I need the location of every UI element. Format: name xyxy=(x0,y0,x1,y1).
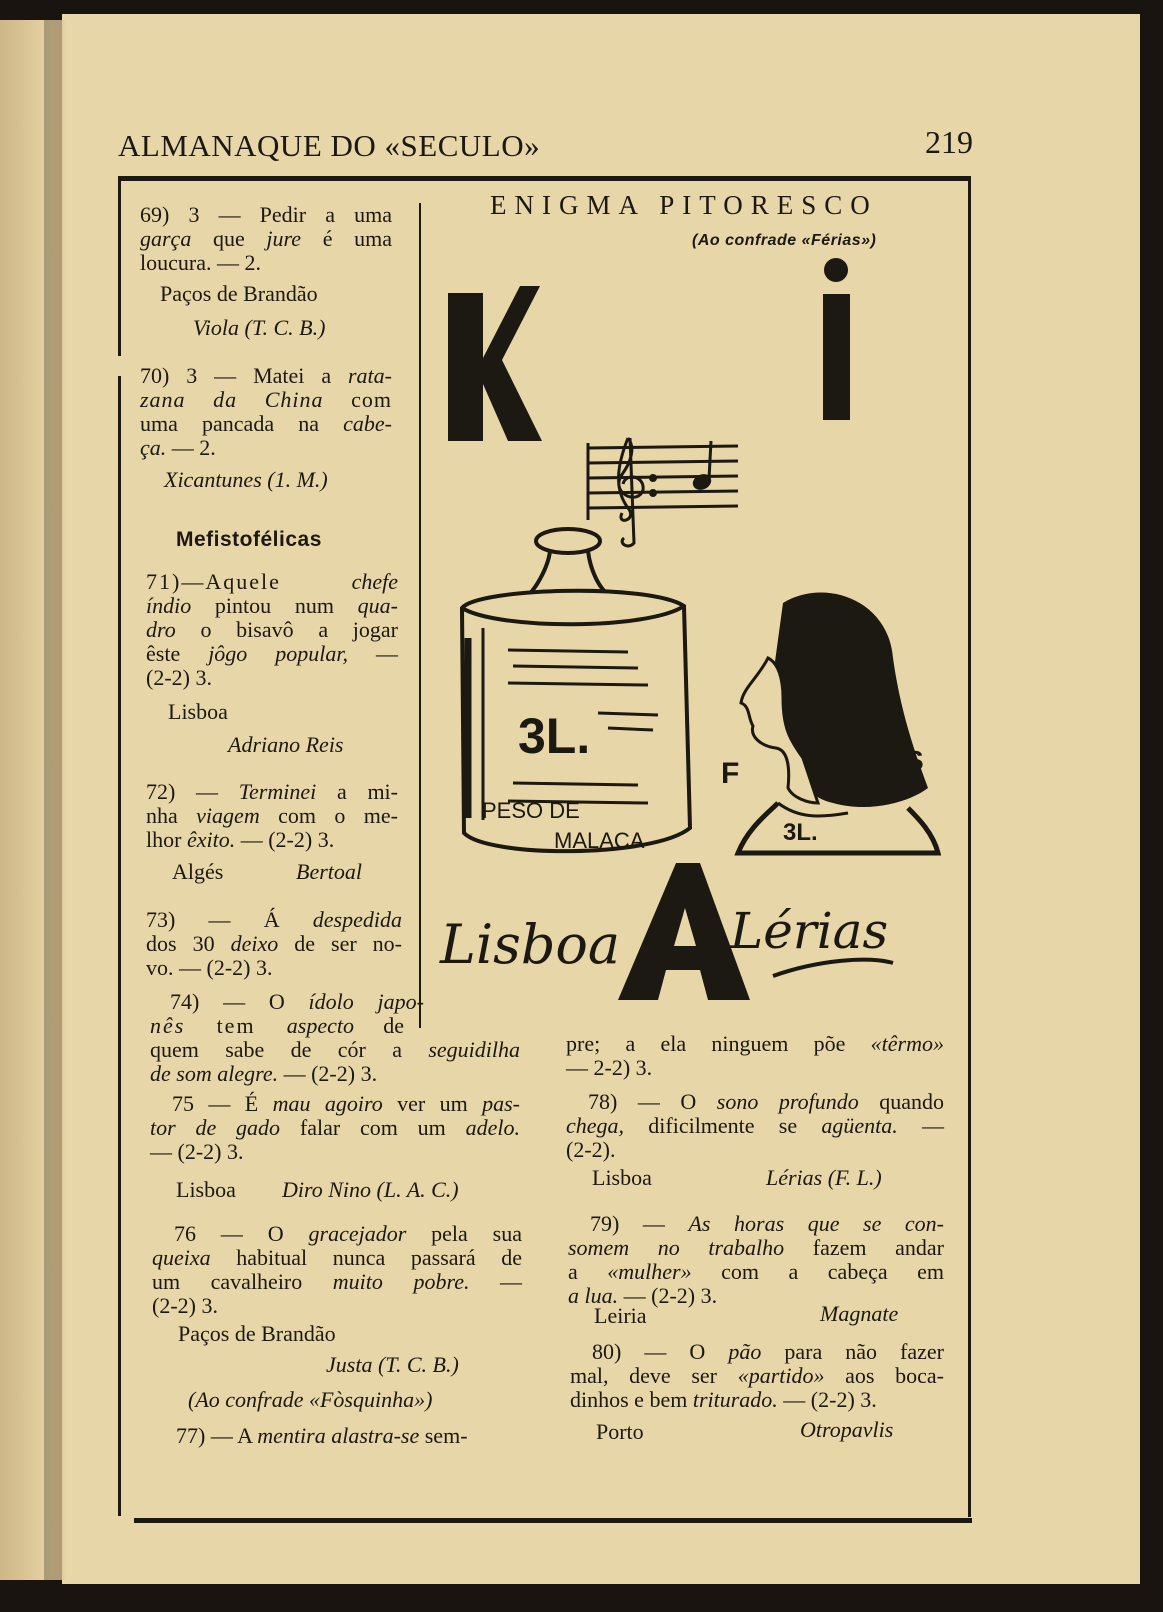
keyword: pão xyxy=(728,1339,762,1364)
letter-k-glyph xyxy=(448,286,542,441)
text: 75 — É xyxy=(172,1091,273,1116)
keyword: chefe xyxy=(351,569,398,594)
keyword: Terminei xyxy=(238,779,317,804)
weight-icon xyxy=(462,529,690,853)
text: de xyxy=(354,1013,404,1038)
keyword: pas- xyxy=(482,1091,521,1116)
text: pintou num xyxy=(191,593,358,618)
text: 69) 3 — Pedir a uma xyxy=(140,202,392,227)
keyword: índio xyxy=(146,593,192,618)
charade-70 xyxy=(140,364,392,460)
enigma-illustration xyxy=(438,258,958,1038)
keyword: viagem xyxy=(196,803,260,828)
keyword: queixa xyxy=(152,1245,211,1270)
header-title: ALMANAQUE DO «SECULO» xyxy=(118,128,541,163)
text: a mi- xyxy=(316,779,398,804)
charade-75-place: Lisboa xyxy=(176,1177,236,1202)
author-name: Diro Nino (L. A. C.) xyxy=(282,1177,459,1202)
frame-left-rule xyxy=(118,181,121,356)
text: uma pancada na xyxy=(140,411,344,436)
running-header xyxy=(118,124,973,168)
text: que xyxy=(191,226,267,251)
text: quando xyxy=(858,1089,945,1114)
text: é uma xyxy=(301,226,392,251)
text: 77) — A xyxy=(176,1423,258,1448)
section-subtitle: Mefistofélicas xyxy=(176,528,322,551)
charade-79-author xyxy=(820,1302,898,1326)
keyword: jôgo popular, xyxy=(208,641,349,666)
text: habitual nunca passará de xyxy=(210,1245,522,1270)
enigma-dedication: (Ao confrade «Férias») xyxy=(692,232,877,249)
text: pela sua xyxy=(406,1221,522,1246)
keyword: «mulher» xyxy=(607,1259,692,1284)
charade-78 xyxy=(566,1090,944,1162)
frame-left-rule-lower xyxy=(118,376,121,1516)
weight-label-peso-de: PESO DE xyxy=(482,798,580,823)
author-name: Xicantunes (1. M.) xyxy=(164,467,328,492)
charade-69-place: Paços de Brandão xyxy=(160,281,318,306)
script-word-lerias: Lérias xyxy=(730,902,889,960)
keyword: a lua. xyxy=(568,1283,619,1308)
charade-76-place: Paços de Brandão xyxy=(178,1321,336,1346)
dedication: (Ao confrade «Fòsquinha») xyxy=(188,1387,433,1412)
text: nha xyxy=(146,803,197,828)
charade-77-end xyxy=(566,1032,944,1080)
keyword: muito pobre. xyxy=(332,1269,470,1294)
text: para não fazer xyxy=(761,1339,944,1364)
frame-bottom-rule xyxy=(134,1518,972,1523)
keyword: mau agoiro xyxy=(272,1091,383,1116)
charade-79-place: Leiria xyxy=(594,1303,647,1328)
text: 70) 3 — Matei a xyxy=(140,363,348,388)
bust-label-s: S xyxy=(905,745,924,776)
charade-70-author xyxy=(164,468,328,492)
text: mal, deve ser xyxy=(570,1363,738,1388)
keyword: adelo. xyxy=(465,1115,520,1140)
text: êste xyxy=(146,641,209,666)
charade-69 xyxy=(140,203,392,275)
text: loucura. — 2. xyxy=(140,250,261,275)
text: de ser no- xyxy=(278,931,402,956)
text: 72) — xyxy=(146,779,239,804)
text: com a cabeça em xyxy=(691,1259,945,1284)
keyword: ídolo japo- xyxy=(308,989,424,1014)
charade-78-author xyxy=(766,1166,882,1190)
text: — (2-2) 3. xyxy=(278,1061,378,1086)
text: dos 30 xyxy=(146,931,231,956)
keyword: somem no trabalho xyxy=(568,1235,785,1260)
text: 78) — O xyxy=(588,1089,717,1114)
page-fold-shadow xyxy=(44,20,66,1580)
charade-75-author xyxy=(282,1178,459,1202)
text: sem- xyxy=(419,1423,468,1448)
keyword: êxito. xyxy=(186,827,236,852)
charade-72-place: Algés xyxy=(172,859,224,884)
page-number: 219 xyxy=(925,124,973,160)
text: (2-2). xyxy=(566,1137,616,1162)
text: — xyxy=(897,1113,945,1138)
author-name: Bertoal xyxy=(296,859,362,884)
keyword: As horas que se con- xyxy=(688,1211,944,1236)
enigma-title: ENIGMA PITORESCO xyxy=(490,190,878,220)
text: — 2-2) 3. xyxy=(566,1055,653,1080)
keyword: garça xyxy=(140,226,192,251)
charade-76 xyxy=(152,1222,522,1318)
author-name: Justa (T. C. B.) xyxy=(326,1352,459,1377)
text: quem sabe de cór a xyxy=(150,1037,429,1062)
keyword: mentira alastra-se xyxy=(257,1423,420,1448)
keyword: zana da China xyxy=(140,387,324,412)
charade-79 xyxy=(568,1212,944,1308)
text: — xyxy=(469,1269,523,1294)
text: lhor xyxy=(146,827,187,852)
charade-69-author xyxy=(193,316,325,340)
keyword: «partido» xyxy=(737,1363,825,1388)
text: aos boca- xyxy=(824,1363,945,1388)
text: com o me- xyxy=(259,803,398,828)
text: 73) — Á xyxy=(146,907,313,932)
author-name: Adriano Reis xyxy=(228,732,344,757)
author-name: Magnate xyxy=(820,1301,899,1326)
charade-76-dedication xyxy=(188,1388,432,1412)
text: fazem andar xyxy=(784,1235,945,1260)
text: (2-2) 3. xyxy=(152,1293,218,1318)
text: falar com um xyxy=(280,1115,466,1140)
text: — (2-2) 3. xyxy=(618,1283,718,1308)
keyword: deixo xyxy=(230,931,279,956)
keyword: ça. xyxy=(140,435,167,460)
charade-72 xyxy=(146,780,398,852)
text: 80) — O xyxy=(592,1339,729,1364)
keyword: cabe- xyxy=(343,411,392,436)
signature-flourish xyxy=(773,960,893,976)
charade-80 xyxy=(570,1340,944,1412)
keyword: triturado. xyxy=(692,1387,778,1412)
charade-71-author xyxy=(228,733,344,757)
keyword: dro xyxy=(146,617,176,642)
charade-73 xyxy=(146,908,402,980)
text: — xyxy=(348,641,398,666)
weight-label-kilo: 3L. xyxy=(518,708,591,764)
text: tem xyxy=(185,1013,287,1038)
charade-72-author xyxy=(296,860,362,884)
keyword: jure xyxy=(266,226,302,251)
script-word-lisboa: Lisboa xyxy=(440,913,621,976)
keyword: agüenta. xyxy=(821,1113,898,1138)
keyword: seguidilha xyxy=(428,1037,520,1062)
text: 79) — xyxy=(590,1211,689,1236)
charade-71-place: Lisboa xyxy=(168,699,228,724)
author-name: Lérias (F. L.) xyxy=(766,1165,882,1190)
bust-label-kilo: 3L. xyxy=(783,819,818,846)
charade-77-start xyxy=(176,1424,526,1448)
keyword: chega, xyxy=(566,1113,625,1138)
text: — (2-2) 3. xyxy=(150,1139,244,1164)
charade-71 xyxy=(146,570,398,690)
keyword: despedida xyxy=(312,907,402,932)
charade-75 xyxy=(150,1092,520,1164)
text: 76 — O xyxy=(174,1221,309,1246)
keyword: qua- xyxy=(357,593,398,618)
charade-80-place: Porto xyxy=(596,1419,644,1444)
text: pre; a ela ninguem põe xyxy=(566,1031,871,1056)
keyword: gracejador xyxy=(308,1221,407,1246)
keyword: tor de gado xyxy=(150,1115,281,1140)
text: — (2-2) 3. xyxy=(777,1387,877,1412)
letter-i-glyph xyxy=(823,258,850,420)
text: vo. — (2-2) 3. xyxy=(146,955,273,980)
text: 74) — O xyxy=(170,989,309,1014)
text: o bisavô a jogar xyxy=(175,617,398,642)
text: 71)—Aquele xyxy=(146,569,352,594)
text: — 2. xyxy=(166,435,216,460)
keyword: rata- xyxy=(348,363,392,388)
bust-label-f: F xyxy=(721,757,740,790)
keyword: aspecto xyxy=(286,1013,354,1038)
weight-label-malaca: MALACA xyxy=(554,828,645,853)
text: dificilmente se xyxy=(624,1113,822,1138)
text: ver um xyxy=(382,1091,483,1116)
author-name: Otropavlis xyxy=(800,1417,894,1442)
text: um cavalheiro xyxy=(152,1269,333,1294)
music-staff-icon xyxy=(588,438,738,546)
charade-76-author xyxy=(326,1353,459,1377)
keyword: de som alegre. xyxy=(150,1061,279,1086)
charade-80-author xyxy=(800,1418,893,1442)
text: com xyxy=(323,387,392,412)
keyword: sono profundo xyxy=(716,1089,859,1114)
column-rule xyxy=(419,203,421,1028)
keyword: nês xyxy=(150,1013,186,1038)
keyword: «têrmo» xyxy=(870,1031,944,1056)
author-name: Viola (T. C. B.) xyxy=(193,315,326,340)
text: — (2-2) 3. xyxy=(235,827,335,852)
bust-portrait-icon xyxy=(721,592,938,853)
text: dinhos e bem xyxy=(570,1387,693,1412)
text: a xyxy=(568,1259,608,1284)
text: (2-2) 3. xyxy=(146,665,212,690)
charade-78-place: Lisboa xyxy=(592,1165,652,1190)
